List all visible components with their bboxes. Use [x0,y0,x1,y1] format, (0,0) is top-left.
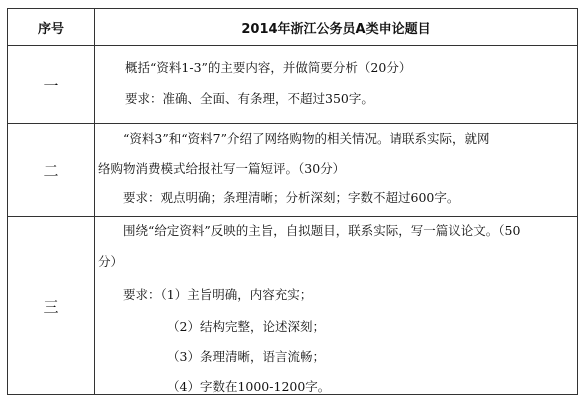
row-content [95,46,577,124]
question-text: 概括“资料1-3”的主要内容，并做简要分析（20分） [125,60,412,75]
question-text: 分） [98,254,124,269]
table-row-1 [8,45,577,124]
header-number: 序号 [8,9,95,45]
row-number: 三 [8,217,95,395]
header-title: 2014年浙江公务员A类申论题目 [241,21,431,37]
table-header-row [8,9,577,45]
question-table [7,8,578,395]
requirement-text: 要求：（1）主旨明确，内容充实； [123,287,313,302]
question-text: 络购物消费模式给报社写一篇短评。（30分） [98,161,346,176]
requirement-text: 要求：观点明确；条理清晰；分析深刻；字数不超过600字。 [123,190,460,205]
row-number: 二 [8,124,95,217]
row-content [95,217,577,395]
table-row-3 [8,216,577,395]
question-text: “资料3”和“资料7”介绍了网络购物的相关情况。请联系实际，就网 [123,131,490,146]
requirement-text: 要求：准确、全面、有条理，不超过350字。 [125,91,374,106]
row-content [95,124,577,217]
question-text: 围绕“给定资料”反映的主旨，自拟题目，联系实际，写一篇议论文。（50 [123,223,521,238]
table-row-2 [8,123,577,217]
requirement-item: （3）条理清晰，语言流畅； [167,349,325,364]
requirement-item: （2）结构完整，论述深刻； [167,319,325,334]
requirement-item: （4）字数在1000-1200字。 [167,379,331,394]
row-number: 一 [8,46,95,124]
